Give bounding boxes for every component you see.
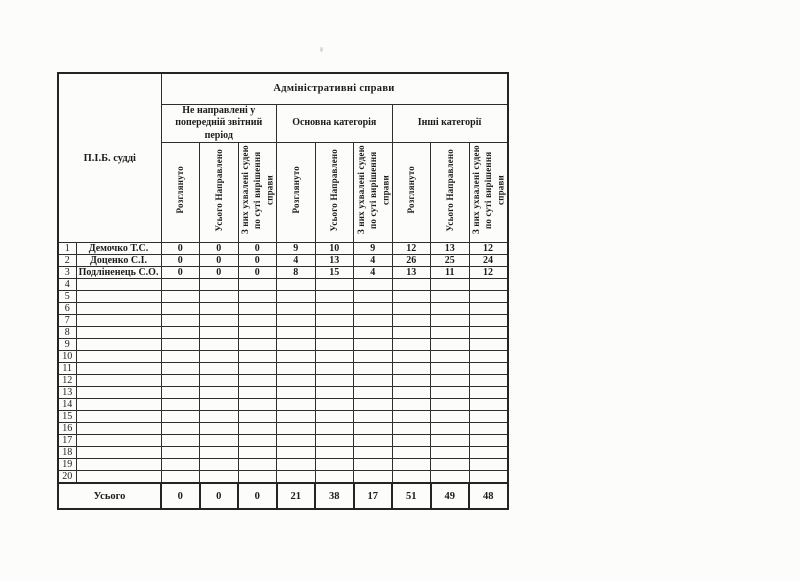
value-cell [315, 387, 354, 399]
value-cell [315, 375, 354, 387]
value-cell [200, 303, 239, 315]
value-cell [200, 327, 239, 339]
value-cell [277, 339, 316, 351]
subheader-total-sent [200, 143, 239, 243]
total-value: 48 [469, 483, 508, 509]
row-number: 11 [58, 363, 76, 375]
value-cell [431, 435, 470, 447]
value-cell [354, 387, 393, 399]
value-cell [469, 375, 508, 387]
value-cell [469, 447, 508, 459]
value-cell [200, 459, 239, 471]
value-cell [354, 435, 393, 447]
row-number: 9 [58, 339, 76, 351]
value-cell [469, 339, 508, 351]
value-cell [392, 279, 431, 291]
judge-name [76, 315, 161, 327]
judge-name [76, 435, 161, 447]
value-cell [277, 303, 316, 315]
value-cell: 12 [469, 243, 508, 255]
value-cell [392, 399, 431, 411]
value-cell [469, 315, 508, 327]
value-cell [392, 471, 431, 484]
row-number: 20 [58, 471, 76, 484]
value-cell [200, 375, 239, 387]
rotated-label: З них ухвалені судею по суті вирішення справи [355, 145, 390, 235]
value-cell [354, 279, 393, 291]
total-value: 0 [238, 483, 277, 509]
subheader-reviewed [161, 143, 200, 243]
value-cell [238, 375, 277, 387]
value-cell [315, 399, 354, 411]
total-value: 0 [161, 483, 200, 509]
rotated-label: Розглянуто [175, 166, 186, 214]
value-cell [238, 399, 277, 411]
value-cell [354, 459, 393, 471]
value-cell [469, 459, 508, 471]
value-cell [238, 315, 277, 327]
value-cell [315, 363, 354, 375]
value-cell [200, 279, 239, 291]
value-cell [238, 363, 277, 375]
value-cell [431, 387, 470, 399]
judge-name [76, 459, 161, 471]
table-row [58, 351, 508, 363]
value-cell [277, 327, 316, 339]
value-cell [315, 315, 354, 327]
value-cell [161, 423, 200, 435]
value-cell [315, 423, 354, 435]
total-value: 0 [200, 483, 239, 509]
value-cell [392, 327, 431, 339]
table-row [58, 471, 508, 484]
table-title: Адміністративні справи [161, 73, 508, 104]
value-cell [354, 423, 393, 435]
value-cell: 0 [200, 255, 239, 267]
value-cell [354, 363, 393, 375]
subheader-decided-on-merits [469, 143, 508, 243]
judge-name [76, 375, 161, 387]
value-cell [392, 447, 431, 459]
value-cell [277, 375, 316, 387]
total-value: 38 [315, 483, 354, 509]
value-cell [469, 471, 508, 484]
value-cell [431, 291, 470, 303]
value-cell: 4 [354, 267, 393, 279]
header-row-title [58, 73, 508, 104]
value-cell [315, 447, 354, 459]
value-cell [431, 363, 470, 375]
total-row [58, 483, 508, 509]
value-cell [277, 411, 316, 423]
value-cell [277, 471, 316, 484]
rotated-label: З них ухвалені судею по суті вирішення справи [470, 145, 506, 235]
table-row [58, 315, 508, 327]
value-cell: 25 [431, 255, 470, 267]
value-cell [354, 399, 393, 411]
table-row [58, 423, 508, 435]
value-cell [392, 291, 431, 303]
value-cell [161, 447, 200, 459]
value-cell: 0 [161, 267, 200, 279]
value-cell [469, 303, 508, 315]
value-cell [200, 351, 239, 363]
row-number: 7 [58, 315, 76, 327]
value-cell: 13 [315, 255, 354, 267]
value-cell [238, 423, 277, 435]
table-row [58, 399, 508, 411]
table-row [58, 327, 508, 339]
value-cell [277, 387, 316, 399]
value-cell [238, 471, 277, 484]
value-cell [200, 411, 239, 423]
value-cell [277, 363, 316, 375]
value-cell [161, 339, 200, 351]
total-value: 51 [392, 483, 431, 509]
value-cell [354, 447, 393, 459]
table-row [58, 447, 508, 459]
value-cell [392, 435, 431, 447]
table-row [58, 375, 508, 387]
value-cell [315, 351, 354, 363]
value-cell [238, 459, 277, 471]
value-cell [431, 303, 470, 315]
judge-name [76, 351, 161, 363]
value-cell [354, 339, 393, 351]
judge-name [76, 387, 161, 399]
value-cell [354, 315, 393, 327]
value-cell: 0 [161, 243, 200, 255]
value-cell [392, 363, 431, 375]
value-cell [277, 423, 316, 435]
corner-header-judge-name: П.І.Б. судді [58, 73, 161, 243]
scan-speck [320, 47, 323, 52]
group-header-other-categories: Інші категорії [392, 104, 508, 143]
value-cell [161, 303, 200, 315]
value-cell [200, 447, 239, 459]
value-cell: 9 [277, 243, 316, 255]
subheader-total-sent [431, 143, 470, 243]
value-cell [238, 351, 277, 363]
value-cell [277, 459, 316, 471]
value-cell [392, 411, 431, 423]
value-cell [431, 471, 470, 484]
value-cell [277, 291, 316, 303]
judge-name [76, 471, 161, 484]
value-cell [315, 411, 354, 423]
row-number: 12 [58, 375, 76, 387]
value-cell [161, 435, 200, 447]
value-cell [161, 375, 200, 387]
value-cell: 0 [200, 243, 239, 255]
court-cases-table [57, 72, 509, 510]
table-body [58, 243, 508, 484]
judge-name [76, 339, 161, 351]
value-cell [277, 351, 316, 363]
value-cell [315, 291, 354, 303]
table-row [58, 267, 508, 279]
value-cell: 9 [354, 243, 393, 255]
value-cell [238, 279, 277, 291]
value-cell [200, 399, 239, 411]
judge-name [76, 399, 161, 411]
value-cell [315, 279, 354, 291]
value-cell: 12 [392, 243, 431, 255]
value-cell [315, 327, 354, 339]
value-cell [431, 459, 470, 471]
table-row [58, 411, 508, 423]
value-cell [469, 279, 508, 291]
total-value: 49 [431, 483, 470, 509]
group-header-not-sent-previous-period: Не направлені у попередній звітний період [161, 104, 277, 143]
table-row [58, 243, 508, 255]
value-cell [315, 459, 354, 471]
rotated-label: Розглянуто [406, 166, 417, 214]
value-cell [277, 447, 316, 459]
value-cell [277, 315, 316, 327]
value-cell [161, 363, 200, 375]
value-cell [431, 423, 470, 435]
value-cell [392, 375, 431, 387]
rotated-label: Усього Направлено [444, 148, 455, 232]
table-row [58, 279, 508, 291]
value-cell [161, 411, 200, 423]
value-cell [161, 351, 200, 363]
value-cell: 4 [277, 255, 316, 267]
value-cell [200, 423, 239, 435]
value-cell [200, 387, 239, 399]
table-row [58, 339, 508, 351]
value-cell [315, 339, 354, 351]
group-header-main-category: Основна категорія [277, 104, 393, 143]
judge-name: Демочко Т.С. [76, 243, 161, 255]
table-row [58, 363, 508, 375]
subheader-reviewed [392, 143, 431, 243]
value-cell [431, 399, 470, 411]
value-cell: 10 [315, 243, 354, 255]
row-number: 2 [58, 255, 76, 267]
judge-name [76, 291, 161, 303]
row-number: 14 [58, 399, 76, 411]
value-cell [238, 303, 277, 315]
value-cell [315, 435, 354, 447]
value-cell [354, 375, 393, 387]
value-cell [200, 339, 239, 351]
value-cell [161, 327, 200, 339]
rotated-label: Усього Направлено [213, 148, 224, 232]
value-cell: 13 [392, 267, 431, 279]
value-cell [238, 435, 277, 447]
subheader-decided-on-merits [238, 143, 277, 243]
value-cell [200, 291, 239, 303]
value-cell [469, 423, 508, 435]
total-label: Усього [58, 483, 161, 509]
row-number: 19 [58, 459, 76, 471]
value-cell [431, 447, 470, 459]
value-cell [161, 399, 200, 411]
value-cell: 0 [200, 267, 239, 279]
value-cell [161, 315, 200, 327]
value-cell [469, 351, 508, 363]
value-cell [469, 363, 508, 375]
value-cell: 0 [238, 243, 277, 255]
value-cell: 8 [277, 267, 316, 279]
judge-name [76, 303, 161, 315]
value-cell [238, 411, 277, 423]
value-cell [469, 387, 508, 399]
value-cell [431, 351, 470, 363]
row-number: 6 [58, 303, 76, 315]
row-number: 5 [58, 291, 76, 303]
value-cell [392, 351, 431, 363]
value-cell [161, 471, 200, 484]
value-cell [315, 303, 354, 315]
value-cell [392, 303, 431, 315]
value-cell: 24 [469, 255, 508, 267]
value-cell [161, 291, 200, 303]
rotated-label: Усього Направлено [329, 148, 340, 232]
row-number: 10 [58, 351, 76, 363]
rotated-label: З них ухвалені судею по суті вирішення справи [240, 145, 275, 235]
total-value: 21 [277, 483, 316, 509]
value-cell [161, 279, 200, 291]
row-number: 8 [58, 327, 76, 339]
judge-name [76, 327, 161, 339]
value-cell [354, 351, 393, 363]
value-cell [200, 471, 239, 484]
row-number: 3 [58, 267, 76, 279]
total-value: 17 [354, 483, 393, 509]
judge-name: Подліненець С.О. [76, 267, 161, 279]
value-cell [238, 447, 277, 459]
value-cell: 26 [392, 255, 431, 267]
value-cell [469, 399, 508, 411]
value-cell [238, 327, 277, 339]
table-row [58, 291, 508, 303]
value-cell [431, 327, 470, 339]
value-cell [200, 435, 239, 447]
value-cell [431, 315, 470, 327]
table-row [58, 255, 508, 267]
value-cell [354, 291, 393, 303]
row-number: 17 [58, 435, 76, 447]
value-cell: 0 [238, 255, 277, 267]
subheader-reviewed [277, 143, 316, 243]
subheader-total-sent [315, 143, 354, 243]
value-cell [354, 303, 393, 315]
row-number: 18 [58, 447, 76, 459]
value-cell [469, 411, 508, 423]
judge-name [76, 447, 161, 459]
value-cell [469, 327, 508, 339]
row-number: 1 [58, 243, 76, 255]
value-cell [431, 411, 470, 423]
table-row [58, 303, 508, 315]
value-cell [161, 387, 200, 399]
row-number: 13 [58, 387, 76, 399]
value-cell [238, 291, 277, 303]
value-cell [469, 291, 508, 303]
value-cell [238, 387, 277, 399]
judge-name [76, 423, 161, 435]
value-cell [200, 315, 239, 327]
value-cell [354, 471, 393, 484]
value-cell: 12 [469, 267, 508, 279]
value-cell [392, 459, 431, 471]
judge-name [76, 411, 161, 423]
value-cell [431, 339, 470, 351]
value-cell: 13 [431, 243, 470, 255]
table-row [58, 459, 508, 471]
value-cell [469, 435, 508, 447]
judge-name [76, 363, 161, 375]
value-cell [277, 435, 316, 447]
value-cell [315, 471, 354, 484]
row-number: 16 [58, 423, 76, 435]
value-cell: 15 [315, 267, 354, 279]
value-cell [392, 339, 431, 351]
rotated-label: Розглянуто [290, 166, 301, 214]
value-cell [392, 315, 431, 327]
row-number: 15 [58, 411, 76, 423]
value-cell [392, 423, 431, 435]
judge-name: Доценко С.І. [76, 255, 161, 267]
value-cell: 11 [431, 267, 470, 279]
judge-name [76, 279, 161, 291]
value-cell [431, 375, 470, 387]
table-row [58, 435, 508, 447]
value-cell [354, 411, 393, 423]
value-cell [161, 459, 200, 471]
value-cell [277, 399, 316, 411]
value-cell [392, 387, 431, 399]
value-cell [431, 279, 470, 291]
value-cell: 0 [161, 255, 200, 267]
value-cell [354, 327, 393, 339]
row-number: 4 [58, 279, 76, 291]
value-cell [238, 339, 277, 351]
value-cell [200, 363, 239, 375]
value-cell: 0 [238, 267, 277, 279]
table-row [58, 387, 508, 399]
subheader-decided-on-merits [354, 143, 393, 243]
value-cell: 4 [354, 255, 393, 267]
value-cell [277, 279, 316, 291]
